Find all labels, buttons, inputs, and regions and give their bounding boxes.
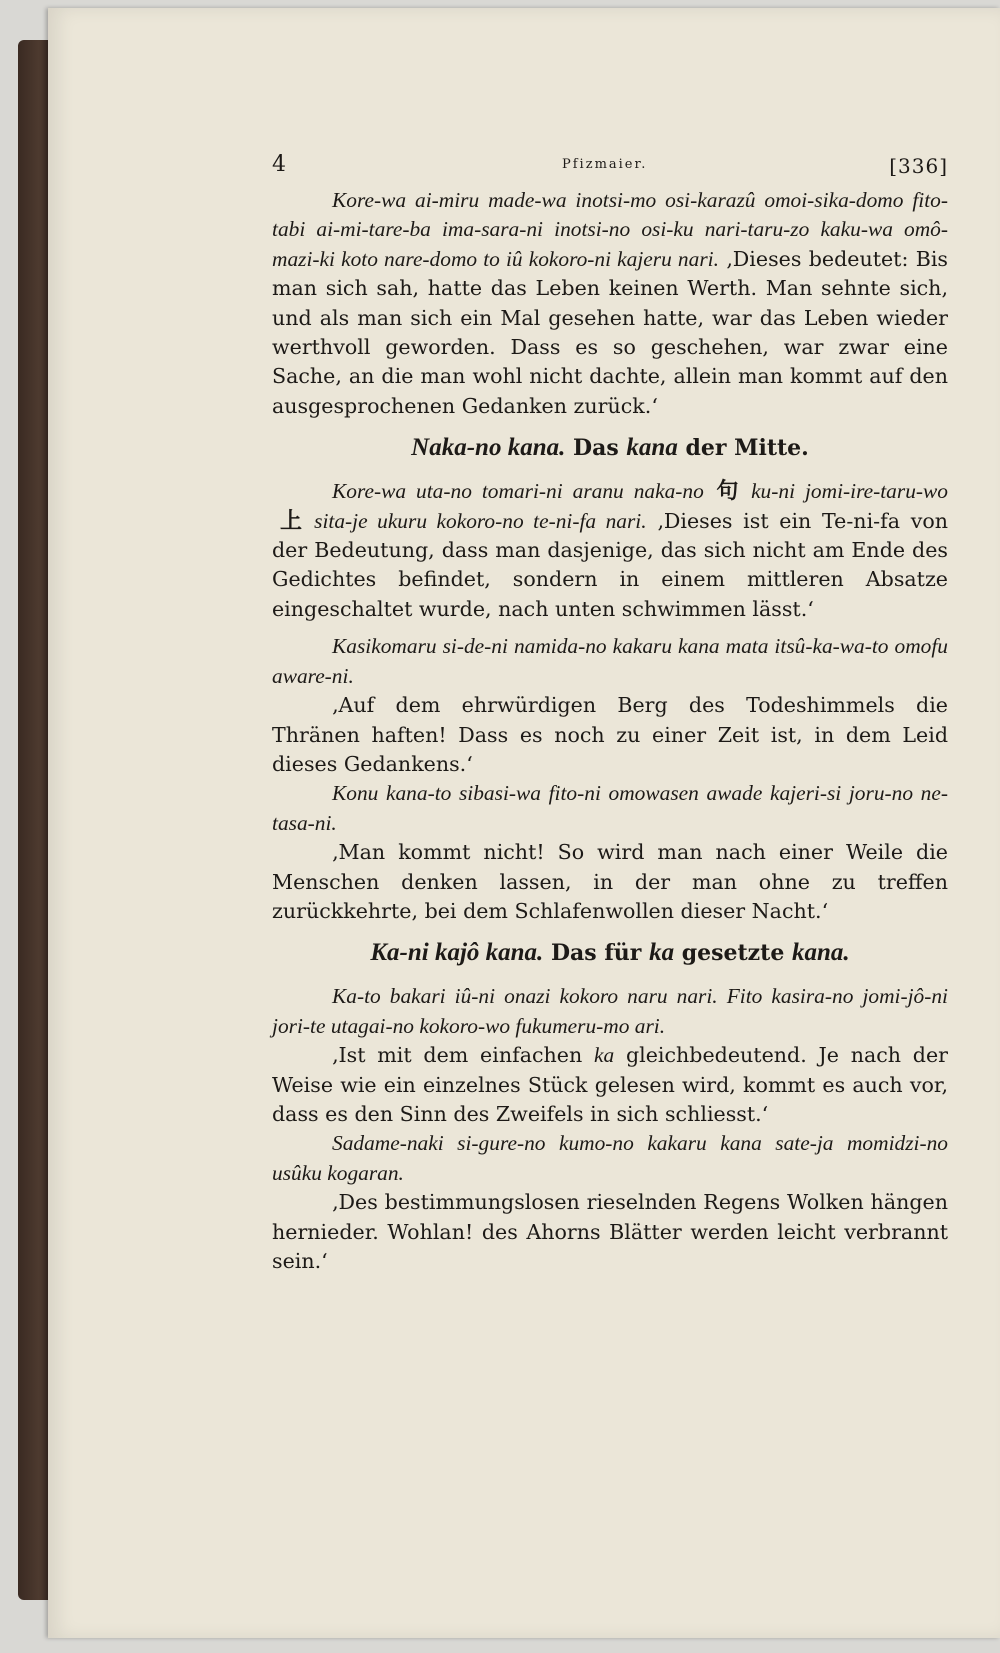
romanized-passage: Kore-wa uta-no tomari-ni aranu naka-no 句 ku-ni jomi-ire-taru-wo上 sita-je ukuru kokoro-no te-ni-fa nari. ‚Dieses ist ein Te-ni-fa von der Bedeutung, dass man dasjenige, das sich nicht am Ende des Gedichtes befindet, sondern in einem mittleren Absatze eingeschaltet wurde, nach unten schwimmen lässt.‘ xyxy=(272,479,948,621)
poem-translation: ‚Des bestimmungslosen rieselnden Regens Wolken hängen hernieder. Wohlan! des Ahorns Blätter werden leicht verbrannt sein.‘ xyxy=(272,1190,948,1273)
kanji-ku: 句 xyxy=(711,479,744,505)
running-header xyxy=(272,152,948,186)
section-heading-naka-no-kana: Naka-no kana. Das kana der Mitte. xyxy=(411,434,809,462)
author-name: Pfizmaier. xyxy=(562,157,648,172)
page-number: 4 xyxy=(272,152,286,177)
section-heading-ka-ni-kajo-kana: Ka-ni kajô kana. Das für ka gesetzte kana. xyxy=(370,939,850,967)
german-translation: ‚Ist mit dem einfachen ka gleichbedeutend. Je nach der Weise wie ein einzelnes Stück gelesen wird, kommt es auch vor, dass es den Sinn des Zweifels in sich schliesst.‘ xyxy=(272,1043,948,1126)
romanized-passage: Ka-to bakari iû-ni onazi kokoro naru nari. Fito kasira-no jomi-jô-ni jori-te utagai-no kokoro-wo fukumeru-mo ari. xyxy=(272,984,948,1038)
romanized-passage: Kore-wa ai-miru made-wa inotsi-mo osi-karazû omoi-sika-domo fito-tabi ai-mi-tare-ba ima-sara-ni inotsi-no osi-ku nari-taru-zo kaku-wa omô-mazi-ki koto nare-domo to iû kokoro-ni kajeru nari. ‚Dieses bedeutet: Bis man sich sah, hatte das Leben keinen Werth. Man sehnte sich, und als man sich ein Mal gesehen hatte, war das Leben wieder werthvoll geworden. Dass es so geschehen, war zwar eine Sache, an die man wohl nicht dachte, allein man kommt auf den ausgesprochenen Gedanken zurück.‘ xyxy=(272,188,948,418)
poem-translation: ‚Auf dem ehrwürdigen Berg des Todeshimmels die Thränen haften! Dass es noch zu einer Zeit ist, in dem Leid dieses Gedankens.‘ xyxy=(272,693,948,776)
poem-romanized: Konu kana-to sibasi-wa fito-ni omowasen awade kajeri-si joru-no ne-tasa-ni. xyxy=(272,781,948,835)
german-translation: ‚Dieses bedeutet: Bis man sich sah, hatte das Leben keinen Werth. Man sehnte sich, und als man sich ein Mal gesehen hatte, war das Leben wieder werthvoll geworden. Dass es so geschehen, war zwar eine Sache, an die man wohl nicht dachte, allein man kommt auf den ausgesprochenen Gedanken zurück.‘ xyxy=(272,246,948,418)
page-text xyxy=(272,152,948,1276)
poem-translation: ‚Man kommt nicht! So wird man nach einer Weile die Menschen denken lassen, in der man ohne zu treffen zurückkehrte, bei dem Schlafenwollen dieser Nacht.‘ xyxy=(272,840,948,923)
poem-romanized: Kasikomaru si-de-ni namida-no kakaru kana mata itsû-ka-wa-to omofu aware-ni. xyxy=(272,634,948,688)
kanji-ue: 上 xyxy=(280,508,307,534)
german-translation: ‚Dieses ist ein Te-ni-fa von der Bedeutung, dass man dasjenige, das sich nicht am Ende des Gedichtes befindet, sondern in einem mittleren Absatze eingeschaltet wurde, nach unten schwimmen lässt.‘ xyxy=(272,508,948,621)
original-page-number: [336] xyxy=(889,154,948,178)
poem-romanized: Sadame-naki si-gure-no kumo-no kakaru kana sate-ja momidzi-no usûku kogaran. xyxy=(272,1131,948,1185)
